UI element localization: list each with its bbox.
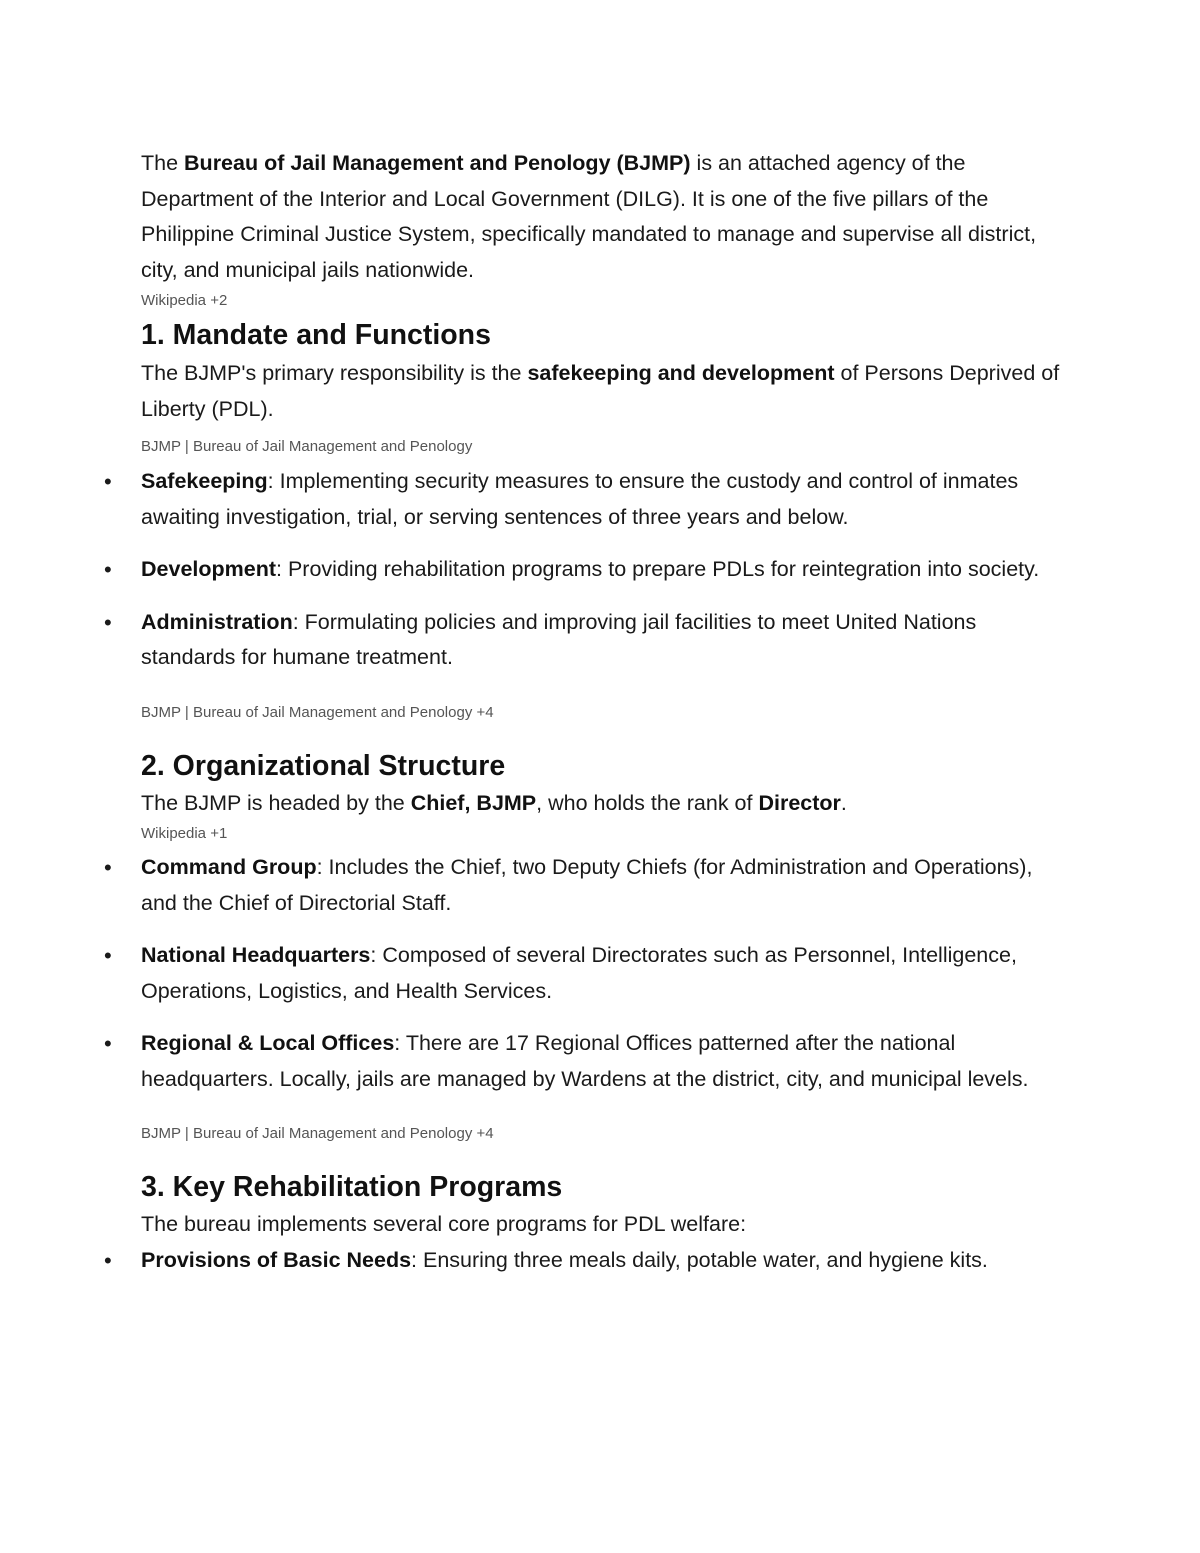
agency-name: Bureau of Jail Management and Penology (BJMP) (184, 151, 691, 175)
list-item: • Provisions of Basic Needs: Ensuring three meals daily, potable water, and hygiene kits. (141, 1243, 1061, 1279)
intro-paragraph: The Bureau of Jail Management and Penology (BJMP) is an attached agency of the Department of the Interior and Local Government (DILG). It is one of the five pillars of the Philippine Criminal Justice System, specifically mandated to manage and supervise all district, city, and municipal jails nationwide. (141, 151, 1037, 282)
source-citation[interactable]: Wikipedia +2 (141, 292, 228, 309)
structure-paragraph: The BJMP is headed by the Chief, BJMP, who holds the rank of Director. (141, 790, 847, 815)
section-heading-structure: 2. Organizational Structure (141, 749, 506, 782)
source-citation[interactable]: Wikipedia +1 (141, 825, 228, 842)
source-citation[interactable]: BJMP | Bureau of Jail Management and Penology (141, 438, 473, 455)
bullet-icon: • (104, 609, 112, 635)
bullet-icon: • (104, 855, 112, 880)
bullet-icon: • (104, 943, 112, 968)
programs-list (104, 1243, 1061, 1279)
list-item: • Command Group: Includes the Chief, two Deputy Chiefs (for Administration and Operations), and the Chief of Directorial Staff. (141, 850, 1061, 921)
section-heading-mandate: 1. Mandate and Functions (141, 319, 491, 351)
bullet-icon: • (104, 469, 112, 494)
mandate-list (104, 464, 1061, 676)
programs-paragraph: The bureau implements several core programs for PDL welfare: (141, 1212, 747, 1236)
section-heading-programs: 3. Key Rehabilitation Programs (141, 1171, 563, 1203)
source-citation[interactable]: BJMP | Bureau of Jail Management and Penology +4 (141, 703, 494, 721)
list-item: • Safekeeping: Implementing security measures to ensure the custody and control of inmates awaiting investigation, trial, or serving sentences of three years and below. (141, 464, 1061, 535)
list-item: • National Headquarters: Composed of several Directorates such as Personnel, Intelligence, Operations, Logistics, and Health Services. (141, 938, 1061, 1009)
document-body (104, 146, 1061, 1278)
list-item: • Regional & Local Offices: There are 17 Regional Offices patterned after the national headquarters. Locally, jails are managed by Wardens at the district, city, and municipal levels. (141, 1026, 1061, 1097)
bullet-icon: • (104, 1247, 112, 1273)
list-item: • Administration: Formulating policies and improving jail facilities to meet United Nations standards for humane treatment. (141, 605, 1061, 676)
bullet-icon: • (104, 557, 112, 582)
source-citation[interactable]: BJMP | Bureau of Jail Management and Penology +4 (141, 1125, 494, 1142)
structure-list (104, 850, 1061, 1097)
list-item: • Development: Providing rehabilitation programs to prepare PDLs for reintegration into society. (141, 552, 1061, 588)
bullet-icon: • (104, 1031, 112, 1056)
mandate-paragraph: The BJMP's primary responsibility is the safekeeping and development of Persons Deprived of Liberty (PDL). (141, 361, 1060, 421)
